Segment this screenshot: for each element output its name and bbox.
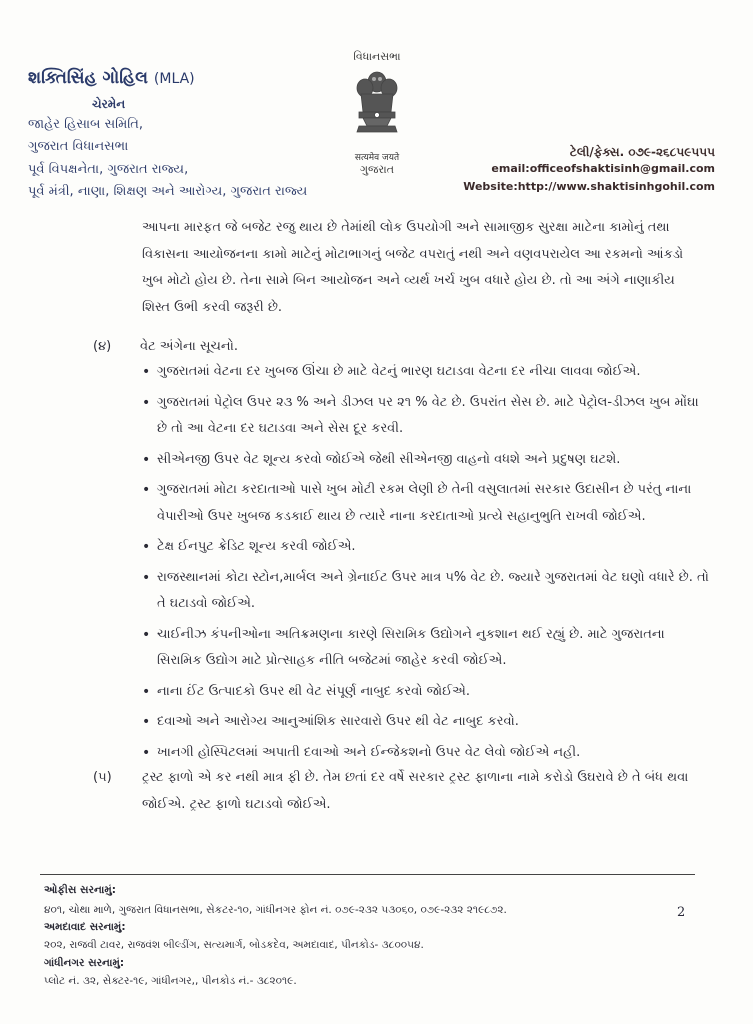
contact-phone: ટેલી/ફેક્સ. ૦૭૯-૨૬૮૫૯૫૫૫ bbox=[569, 145, 715, 159]
list-item: • ગુજરાતમાં વેટના દર ખુબજ ઊંચા છે માટે વેટનું ભારણ ઘટાડવા વેટના દર નીચા લાવવા જોઈએ. bbox=[140, 359, 710, 386]
author-name-text: શક્તિસિંહ ગોહિલ bbox=[28, 68, 148, 88]
list-item: • ખાનગી હોસ્પિટલમાં અપાતી દવાઓ અને ઈન્જેકશનો ઉપર વેટ લેવો જોઈએ નહી. bbox=[140, 740, 710, 767]
contact-email[interactable]: email:officeofshaktisinh@gmail.com bbox=[491, 162, 715, 175]
lion-capital-icon bbox=[347, 64, 407, 144]
footer-gandhinagar-label: ગાંધીનગર સરનામું: bbox=[44, 957, 125, 969]
author-line-3: પૂર્વ વિપક્ષનેતા, ગુજરાત રાજ્ય, bbox=[28, 162, 189, 177]
list-item: • સીએનજી ઉપર વેટ શૂન્ય કરવો જોઈએ જેથી સીએનજી વાહનો વધશે અને પ્રદુષણ ઘટશે. bbox=[140, 447, 710, 474]
author-line-1: જાહેર હિસાબ સમિતિ, bbox=[28, 117, 143, 132]
author-line-2: ગુજરાત વિધાનસભા bbox=[28, 139, 129, 154]
footer-office-address: ૪૦૧, ચોથા માળે, ગુજરાત વિધાનસભા, સેકટર-૧૦, ગાંધીનગર ફોન નં. ૦૭૯-૨૩૨ ૫૩૦૬૦, ૦૭૯-૨૩૨ ૨૧૯૮૭૨. bbox=[44, 904, 507, 916]
section-4-number: (૪) bbox=[93, 339, 112, 354]
emblem-top-text: વિધાનસભા bbox=[353, 50, 401, 63]
author-name bbox=[28, 68, 195, 88]
contact-website[interactable]: Website:http://www.shaktisinhgohil.com bbox=[463, 180, 715, 193]
page-number: 2 bbox=[677, 905, 686, 920]
emblem-motto: सत्यमेव जयते bbox=[354, 153, 400, 163]
footer-ahmedabad-address: ૨૦૨, રાજવી ટાવર, રાજવંશ બીલ્ડીંગ, સત્યમાર્ગ, બોડકદેવ, અમદાવાદ, પીનકોડ- ૩૮૦૦૫૪. bbox=[44, 939, 424, 951]
list-item: • ટેક્ષ ઈનપુટ ક્રેડિટ શૂન્ય કરવી જોઈએ. bbox=[140, 534, 710, 561]
vat-suggestions-list bbox=[140, 359, 710, 770]
state-emblem bbox=[336, 50, 418, 182]
section-4-title: વેટ અંગેના સૂચનો. bbox=[140, 339, 239, 354]
list-item: • દવાઓ અને આરોગ્ય આનુઆંશિક સારવારો ઉપર થી વેટ નાબુદ કરવો. bbox=[140, 709, 710, 736]
list-item: • ચાઈનીઝ કંપનીઓના અતિક્રમણના કારણે સિરામિક ઉદ્યોગને નુકશાન થઈ રહ્યું છે. માટે ગુજરાતના સિરામિક ઉદ્યોગ માટે પ્રોત્સાહક નીતિ બજેટમાં જાહેર કરવી જોઈએ. bbox=[140, 622, 710, 675]
intro-paragraph: આપના મારફત જે બજેટ રજુ થાય છે તેમાંથી લોક ઉપયોગી અને સામાજીક સુરક્ષા માટેના કામોનું તથા વિકાસના આયોજનના કામો માટેનું મોટાભાગનું બજેટ વપરાતું નથી અને વણવપરાયેલ આ રકમનો આંકડો ખુબ મોટો હોય છે. તેના સામે બિન આયોજન અને વ્યર્થ ખર્ચ ખુબ વધારે હોય છે. તો આ અંગે નાણાકીય શિસ્ત ઉભી કરવી જરૂરી છે. bbox=[142, 220, 684, 315]
author-line-4: પૂર્વ મંત્રી, નાણા, શિક્ષણ અને આરોગ્ય, ગુજરાત રાજ્ય bbox=[28, 184, 308, 199]
footer-office-label: ઓફીસ સરનામું: bbox=[44, 884, 116, 896]
list-item: • રાજસ્થાનમાં કોટા સ્ટોન,માર્બલ અને ગ્રેનાઈટ ઉપર માત્ર ૫% વેટ છે. જ્યારે ગુજરાતમાં વેટ ઘણો વધારે છે. તો તે ઘટાડવો જોઈએ. bbox=[140, 565, 710, 618]
emblem-bottom-text: ગુજરાત bbox=[359, 163, 395, 176]
footer-divider bbox=[40, 874, 695, 875]
section-5-text: ટ્રસ્ટ ફાળો એ કર નથી માત્ર ફી છે. તેમ છતાં દર વર્ષે સરકાર ટ્રસ્ટ ફાળાના નામે કરોડો ઉઘરાવે છે તે બંધ થવા જોઈએ. ટ્રસ્ટ ફાળો ઘટાડવો જોઈએ. bbox=[142, 770, 689, 812]
author-role: ચેરમેન bbox=[92, 97, 126, 111]
list-item: • નાના ઈંટ ઉત્પાદકો ઉપર થી વેટ સંપૂર્ણ નાબુદ કરવો જોઈએ. bbox=[140, 679, 710, 706]
author-name-suffix: (MLA) bbox=[153, 71, 195, 87]
list-item: • ગુજરાતમાં પેટ્રોલ ઉપર ૨૩ % અને ડીઝલ પર ૨૧ % વેટ છે. ઉપરાંત સેસ છે. માટે પેટ્રોલ-ડીઝલ ખુબ મોંઘા છે તો આ વેટના દર ઘટાડવા અને સેસ દૂર કરવી. bbox=[140, 390, 710, 443]
footer-ahmedabad-label: અમદાવાદ સરનામું: bbox=[44, 921, 126, 933]
footer-gandhinagar-address: પ્લોટ નં. ૩૨, સેક્ટર-૧૯, ગાંધીનગર,, પીનકોડ નં.- ૩૮૨૦૧૯. bbox=[44, 975, 297, 987]
section-5-number: (૫) bbox=[93, 770, 112, 785]
list-item: • ગુજરાતમાં મોટા કરદાતાઓ પાસે ખુબ મોટી રકમ લેણી છે તેની વસુલાતમાં સરકાર ઉદાસીન છે પરંતુ નાના વેપારીઓ ઉપર ખુબજ કડકાઈ થાય છે ત્યારે નાના કરદાતાઓ પ્રત્યે સહાનુભુતિ રાખવી જોઈએ. bbox=[140, 477, 710, 530]
